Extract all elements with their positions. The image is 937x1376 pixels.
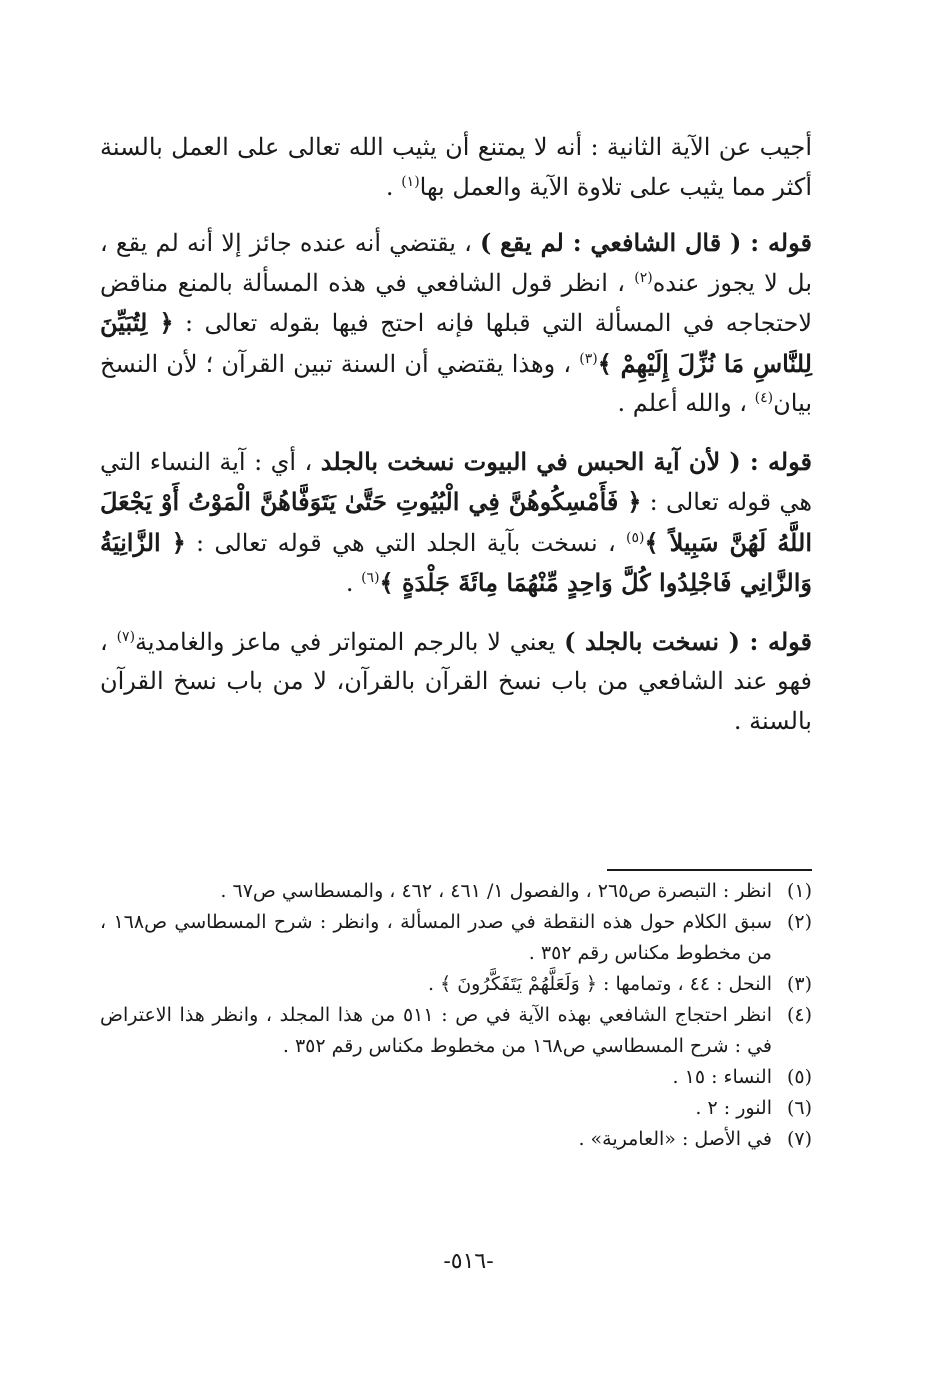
main-text [100, 128, 812, 759]
paragraph-2 [100, 223, 812, 424]
paragraph-text: ، أي : آية النساء التي هي قوله تعالى : [100, 447, 812, 516]
paragraph-end: . [345, 569, 362, 597]
paragraph-1 [100, 128, 812, 207]
footnote-text: سبق الكلام حول هذه النقطة في صدر المسألة ، وانظر : شرح المسطاسي ص١٦٨ ، من مخطوط مكناس رقم ٣٥٢ . [100, 911, 772, 964]
footnote-text: النحل : ٤٤ ، وتمامها : ﴿ وَلَعَلَّهُمْ يَتَفَكَّرُونَ ﴾ . [427, 973, 772, 995]
footnote-divider [607, 869, 812, 871]
quran-quote: ﴿ لِتُبَيِّنَ لِلنَّاسِ مَا نُزِّلَ إِلَيْهِمْ ﴾ [100, 308, 812, 378]
footnote-number: (٣) [786, 973, 812, 995]
footnote-text: انظر : التبصرة ص٢٦٥ ، والفصول ١/ ٤٦١ ، ٤٦٢ ، والمسطاسي ص٦٧ . [220, 880, 772, 902]
paragraph-text: ، انظر قول الشافعي في هذه المسألة بالمنع مناقض لاحتجاجه في المسألة التي قبلها فإنه احتج فيها بقوله تعالى : [100, 268, 813, 337]
footnote-text: في الأصل : «العامرية» . [578, 1128, 772, 1150]
footnote-ref: (٥) [626, 529, 645, 546]
paragraph-text: أجيب عن الآية الثانية : أنه لا يمتنع أن يثيب الله تعالى على العمل بالسنة أكثر مما يثيب على تلاوة الآية والعمل بها [100, 133, 812, 201]
footnote [100, 969, 812, 1000]
footnote [100, 1093, 812, 1124]
commentary-label: قوله : ( نسخت بالجلد ) [564, 626, 813, 656]
footnote-ref: (١) [401, 173, 420, 190]
footnote [100, 1062, 812, 1093]
footnotes [100, 876, 812, 1155]
footnote-number: (٦) [786, 1097, 812, 1119]
quran-quote: ﴿ فَأَمْسِكُوهُنَّ فِي الْبُيُوتِ حَتَّىٰ يَتَوَفَّاهُنَّ الْمَوْتُ أَوْ يَجْعَلَ اللَّهُ لَهُنَّ سَبِيلاً ﴾ [100, 487, 812, 557]
paragraph-4 [100, 622, 812, 742]
footnote-ref: (٢) [634, 269, 653, 286]
paragraph-3 [100, 442, 812, 604]
paragraph-text: ، يقتضي أنه عنده جائز إلا أنه لم يقع ، بل لا يجوز عنده [100, 229, 813, 297]
footnote [100, 1000, 812, 1062]
commentary-label: قوله : ( لأن آية الحبس في البيوت نسخت بالجلد [320, 446, 812, 476]
footnote [100, 1124, 812, 1155]
footnote-text: النور : ٢ . [695, 1097, 772, 1119]
paragraph-end: . [385, 172, 402, 201]
footnote [100, 876, 812, 907]
footnote-ref: (٣) [579, 350, 598, 367]
paragraph-text: ، نسخت بآية الجلد التي هي قوله تعالى : [185, 528, 627, 557]
footnote-number: (١) [786, 880, 812, 902]
paragraph-text: ، فهو عند الشافعي من باب نسخ القرآن بالقرآن، لا من باب نسخ القرآن بالسنة . [100, 627, 812, 735]
footnote-ref: (٦) [361, 570, 380, 586]
paragraph-text: ، وهذا يقتضي أن السنة تبين القرآن ؛ لأن النسخ بيان [100, 349, 812, 417]
footnote-number: (٤) [786, 1004, 812, 1026]
footnote [100, 907, 812, 969]
commentary-label: قوله : ( قال الشافعي : لم يقع ) [479, 228, 812, 257]
paragraph-text: ، والله أعلم . [617, 389, 755, 417]
quran-quote: ﴿ الزَّانِيَةُ وَالزَّانِي فَاجْلِدُوا كُلَّ وَاحِدٍ مِّنْهُمَا مِائَةَ جَلْدَةٍ ﴾ [100, 527, 812, 597]
footnote-number: (٧) [786, 1128, 812, 1150]
footnote-ref: (٤) [754, 390, 774, 406]
footnote-text: انظر احتجاج الشافعي بهذه الآية في ص : ٥١١ من هذا المجلد ، وانظر هذا الاعتراض في : شرح المسطاسي ص١٦٨ من مخطوط مكناس رقم ٣٥٢ . [100, 1004, 773, 1057]
footnote-ref: (٧) [116, 628, 136, 645]
paragraph-text: يعني لا بالرجم المتواتر في ماعز والغامدية [135, 627, 565, 656]
footnote-number: (٢) [786, 911, 812, 933]
page-number: -٥١٦- [443, 1249, 494, 1274]
footnote-text: النساء : ١٥ . [672, 1066, 772, 1088]
footnote-number: (٥) [786, 1066, 812, 1088]
